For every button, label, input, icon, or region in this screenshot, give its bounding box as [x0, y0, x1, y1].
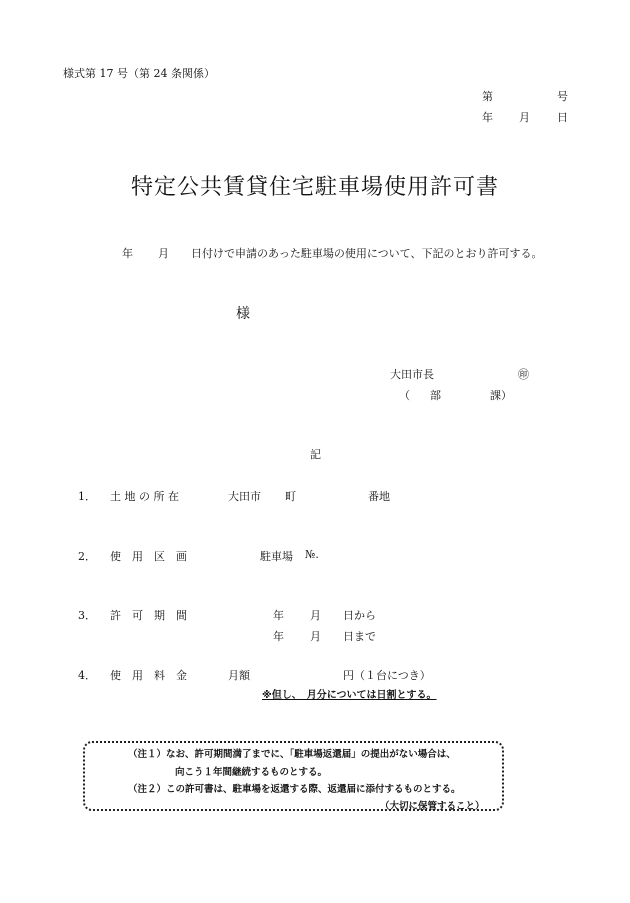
issuer-name: 大田市長	[390, 368, 434, 381]
period-to-year: 年	[273, 630, 284, 643]
intro-text: 日付けで申請のあった駐車場の使用について、下記のとおり許可する。	[191, 247, 543, 260]
fee-monthly-label: 月額	[228, 669, 250, 682]
issuer-dept: 部	[430, 389, 441, 402]
item-1-label: 土 地 の 所 在	[110, 490, 179, 503]
location-city: 大田市	[228, 490, 261, 503]
item-3-number: 3．	[78, 609, 96, 622]
note-1-line-2: 向こう１年間継続するものとする。	[175, 767, 328, 778]
note-2-line-2: （大切に保管すること）	[380, 801, 485, 812]
intro-year: 年	[122, 247, 133, 260]
document-number-suffix: 号	[557, 90, 568, 103]
seal-mark: ㊞	[518, 368, 529, 381]
location-town: 町	[285, 490, 296, 503]
note-1-line-1: （注１）なお、許可期間満了までに、「駐車場返還届」の提出がない場合は、	[128, 749, 456, 760]
parking-label: 駐車場	[260, 550, 293, 563]
item-4-label: 使 用 料 金	[110, 669, 187, 682]
period-to-month: 月	[310, 630, 321, 643]
period-from-year: 年	[273, 609, 284, 622]
item-1-number: 1．	[78, 490, 96, 503]
period-from-day: 日から	[343, 609, 376, 622]
location-banchi: 番地	[368, 490, 390, 503]
item-2-label: 使 用 区 画	[110, 550, 187, 563]
dept-paren-open: （	[399, 389, 410, 402]
fee-yen-per-car: 円（１台につき）	[343, 669, 431, 682]
document-title: 特定公共賃貸住宅駐車場使用許可書	[130, 175, 499, 200]
ki-heading: 記	[310, 448, 321, 461]
issue-date-month: 月	[519, 111, 530, 124]
item-3-label: 許 可 期 間	[110, 609, 187, 622]
form-number: 様式第 17 号（第 24 条関係）	[63, 67, 215, 80]
issuer-section: 課）	[490, 389, 512, 402]
parking-number-mark: №.	[305, 548, 319, 561]
document-number-prefix: 第	[482, 90, 493, 103]
note-2-line-1: （注２）この許可書は、駐車場を返還する際、返還届に添付するものとする。	[128, 784, 461, 795]
prorate-note: ※但し、 月分については日割とする。	[262, 690, 437, 701]
item-2-number: 2．	[78, 550, 96, 563]
period-to-day: 日まで	[343, 630, 376, 643]
issue-date-year: 年	[482, 111, 493, 124]
period-from-month: 月	[310, 609, 321, 622]
item-4-number: 4．	[78, 669, 96, 682]
intro-month: 月	[158, 247, 169, 260]
recipient-honorific: 様	[236, 306, 250, 322]
issue-date-day: 日	[557, 111, 568, 124]
